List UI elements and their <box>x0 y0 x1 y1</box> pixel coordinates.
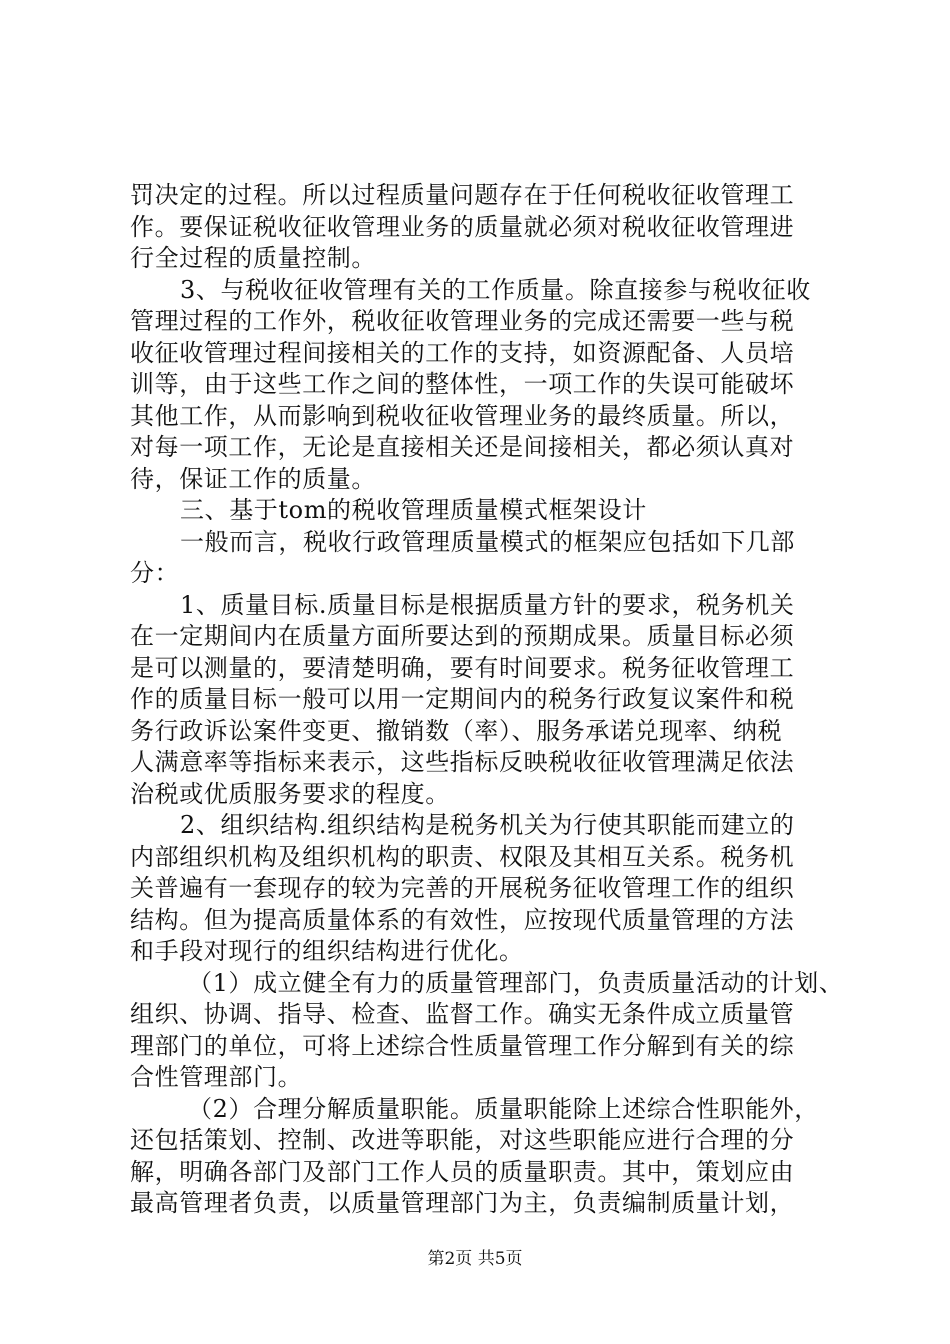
text-line: 最高管理者负责，以质量管理部门为主，负责编制质量计划， <box>130 1189 795 1217</box>
text-line: 还包括策划、控制、改进等职能，对这些职能应进行合理的分 <box>130 1126 795 1154</box>
text-line: 分： <box>130 559 180 587</box>
text-line: 是可以测量的，要清楚明确，要有时间要求。税务征收管理工 <box>130 653 795 682</box>
text-line: 对每一项工作，无论是直接相关还是间接相关，都必须认真对 <box>130 433 795 461</box>
text-line: 务行政诉讼案件变更、撤销数（率）、服务承诺兑现率、纳税 <box>130 716 783 745</box>
document-body <box>130 180 844 1220</box>
paragraph-start-line: （2）合理分解质量职能。质量职能除上述综合性职能外， <box>188 1094 819 1123</box>
paragraph-start-line: 1、质量目标.质量目标是根据质量方针的要求，税务机关 <box>180 590 795 619</box>
text-line: 作。要保证税收征收管理业务的质量就必须对税收征收管理进 <box>130 212 795 241</box>
text-line: 结构。但为提高质量体系的有效性，应按现代质量管理的方法 <box>130 905 795 934</box>
text-line: 在一定期间内在质量方面所要达到的预期成果。质量目标必须 <box>130 622 795 650</box>
text-line: 关普遍有一套现存的较为完善的开展税务征收管理工作的组织 <box>130 874 795 902</box>
text-line: 组织、协调、指导、检查、监督工作。确实无条件成立质量管 <box>130 1000 795 1028</box>
text-line: 治税或优质服务要求的程度。 <box>130 779 450 808</box>
text-line: 和手段对现行的组织结构进行优化。 <box>130 937 524 965</box>
text-line: 训等，由于这些工作之间的整体性，一项工作的失误可能破坏 <box>130 370 795 398</box>
paragraph-start-line: 2、组织结构.组织结构是税务机关为行使其职能而建立的 <box>180 811 795 839</box>
text-line: 行全过程的质量控制。 <box>130 244 376 272</box>
text-line: 其他工作，从而影响到税收征收管理业务的最终质量。所以， <box>130 401 795 430</box>
text-line: 内部组织机构及组织机构的职责、权限及其相互关系。税务机 <box>130 842 795 871</box>
text-line: 罚决定的过程。所以过程质量问题存在于任何税收征收管理工 <box>130 181 795 209</box>
paragraph-start-line: 一般而言，税收行政管理质量模式的框架应包括如下几部 <box>180 527 795 556</box>
text-line: 收征收管理过程间接相关的工作的支持，如资源配备、人员培 <box>130 338 795 367</box>
text-line: 作的质量目标一般可以用一定期间内的税务行政复议案件和税 <box>130 685 795 713</box>
paragraph-start-line: 3、与税收征收管理有关的工作质量。除直接参与税收征收 <box>180 275 811 304</box>
paragraph-start-line: （1）成立健全有力的质量管理部门，负责质量活动的计划、 <box>188 968 844 997</box>
section-heading: 三、基于tom的税收管理质量模式框架设计 <box>180 496 647 524</box>
text-line: 管理过程的工作外，税收征收管理业务的完成还需要一些与税 <box>130 307 795 335</box>
text-line: 理部门的单位，可将上述综合性质量管理工作分解到有关的综 <box>130 1031 795 1060</box>
page-number-footer: 第2页 共5页 <box>427 1249 523 1269</box>
text-line: 人满意率等指标来表示，这些指标反映税收征收管理满足依法 <box>130 748 795 776</box>
text-line: 解，明确各部门及部门工作人员的质量职责。其中，策划应由 <box>130 1157 795 1186</box>
text-line: 合性管理部门。 <box>130 1063 303 1091</box>
text-line: 待，保证工作的质量。 <box>130 464 376 493</box>
